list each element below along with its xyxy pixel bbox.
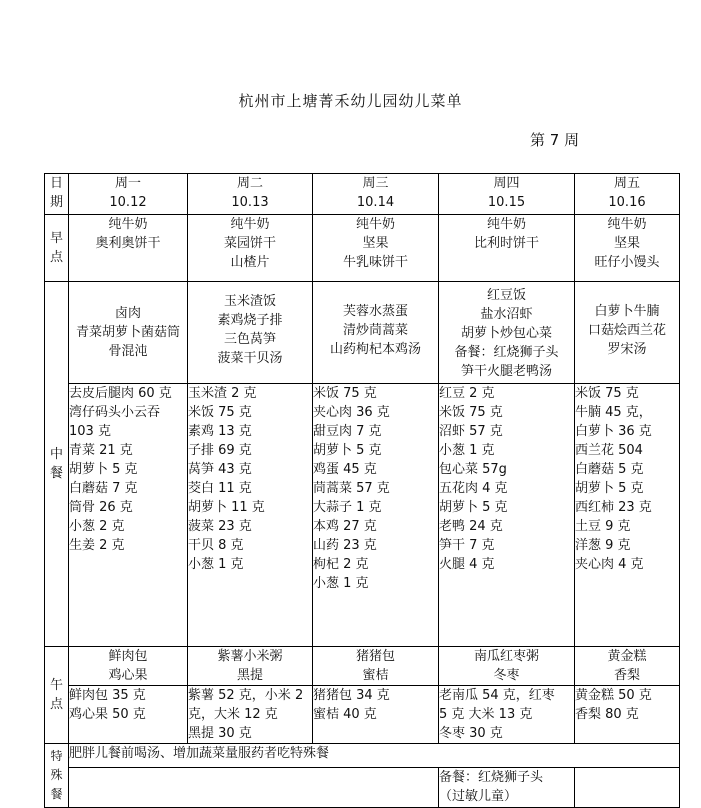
- lunch-ingredient: 茼蒿菜 57 克: [313, 481, 390, 496]
- snack-ingredients-row: [45, 686, 680, 744]
- snack-dish: 黄金糕: [607, 649, 647, 664]
- lunch-ingredient: 火腿 4 克: [439, 557, 495, 572]
- breakfast-cell: [575, 215, 680, 282]
- lunch-dish: 备餐：红烧狮子头: [454, 345, 559, 360]
- lunch-dish: 山药枸杞本鸡汤: [329, 342, 421, 357]
- breakfast-item: 纯牛奶: [607, 217, 647, 232]
- day-header-mon: 周一 10.12: [69, 174, 188, 215]
- lunch-ingredient: 胡萝卜 11 克: [188, 500, 265, 515]
- breakfast-item: 比利时饼干: [473, 236, 539, 251]
- breakfast-cell: [439, 215, 575, 282]
- lunch-ingredient: 胡萝卜 5 克: [69, 462, 138, 477]
- lunch-ingredient: 五花肉 4 克: [439, 481, 508, 496]
- breakfast-cell: [188, 215, 313, 282]
- lunch-ingredient: 牛腩 45 克，: [575, 405, 652, 420]
- lunch-ingredient: 小葱 1 克: [188, 557, 244, 572]
- lunch-ingredient: 夹心肉 4 克: [575, 557, 644, 572]
- snack-ingredients-cell: [69, 686, 188, 744]
- lunch-ingredient: 小葱 1 克: [313, 576, 369, 591]
- snack-dish: 香梨: [613, 668, 640, 683]
- snack-dish-cell: [439, 647, 575, 686]
- lunch-dish-cell: [69, 282, 188, 384]
- special-alt-row: [45, 768, 680, 808]
- date-row: [45, 174, 680, 215]
- lunch-ingredients-cell: [188, 384, 313, 647]
- breakfast-item: 纯牛奶: [108, 217, 148, 232]
- lunch-dish-cell: [575, 282, 680, 384]
- snack-dish: 冬枣: [493, 668, 520, 683]
- lunch-ingredient: 米饭 75 克: [575, 386, 639, 401]
- special-note: 肥胖儿餐前喝汤、增加蔬菜量服药者吃特殊餐: [69, 744, 680, 768]
- lunch-ingredients-cell: [69, 384, 188, 647]
- snack-dish: 黑提: [236, 668, 263, 683]
- breakfast-row: [45, 215, 680, 282]
- lunch-ingredient: 沼虾 57 克: [439, 424, 503, 439]
- lunch-ingredient: 筒骨 26 克: [69, 500, 133, 515]
- lunch-dish: 盐水沼虾: [480, 307, 533, 322]
- lunch-dish: 口菇烩西兰花: [587, 323, 666, 338]
- lunch-ingredient: 玉米渣 2 克: [188, 386, 257, 401]
- snack-ingredient: 黑提 30 克: [188, 726, 252, 741]
- lunch-ingredient: 白蘑菇 7 克: [69, 481, 138, 496]
- snack-dish-cell: [188, 647, 313, 686]
- lunch-ingredient: 茭白 11 克: [188, 481, 252, 496]
- lunch-ingredient: 洋葱 9 克: [575, 538, 631, 553]
- lunch-ingredient: 米饭 75 克: [439, 405, 503, 420]
- lunch-dish: 红豆饭: [486, 288, 526, 303]
- lunch-ingredient: 土豆 9 克: [575, 519, 631, 534]
- lunch-ingredient: 甜豆肉 7 克: [313, 424, 382, 439]
- breakfast-item: 坚果: [613, 236, 640, 251]
- snack-ingredient: 紫薯 52 克，小米 2: [188, 688, 304, 703]
- lunch-ingredient: 子排 69 克: [188, 443, 252, 458]
- breakfast-item: 牛乳味饼干: [342, 255, 408, 270]
- menu-title: 杭州市上塘菁禾幼儿园幼儿菜单: [238, 92, 463, 110]
- lunch-ingredient: 湾仔码头小云吞: [69, 405, 161, 420]
- breakfast-item: 纯牛奶: [355, 217, 395, 232]
- lunch-ingredient: 西兰花 504: [575, 443, 643, 458]
- snack-dish: 南瓜红枣粥: [473, 649, 539, 664]
- special-blank-cell: [575, 768, 680, 808]
- lunch-ingredient: 山药 23 克: [313, 538, 377, 553]
- snack-dish: 蜜桔: [362, 668, 389, 683]
- lunch-dish: 玉米渣饭: [223, 294, 276, 309]
- lunch-dish-cell: [313, 282, 439, 384]
- special-note-row: [45, 744, 680, 768]
- lunch-dish: 菠菜干贝汤: [217, 351, 283, 366]
- lunch-dish: 三色莴笋: [223, 332, 276, 347]
- week-number: 第 7 周: [530, 131, 580, 149]
- breakfast-cell: [313, 215, 439, 282]
- lunch-ingredient: 莴笋 43 克: [188, 462, 252, 477]
- snack-dishes-row: [45, 647, 680, 686]
- lunch-dish: 胡萝卜炒包心菜: [460, 326, 552, 341]
- breakfast-item: 奥利奥饼干: [95, 236, 161, 251]
- snack-ingredient: 鲜肉包 35 克: [69, 688, 146, 703]
- lunch-ingredient: 包心菜 57g: [439, 462, 507, 477]
- snack-dish: 鲜肉包: [108, 649, 148, 664]
- lunch-dish: 卤肉: [114, 306, 141, 321]
- snack-dish-cell: [313, 647, 439, 686]
- snack-ingredient: 鸡心果 50 克: [69, 707, 146, 722]
- lunch-ingredient: 菠菜 23 克: [188, 519, 252, 534]
- snack-ingredient: 5 克 大米 13 克: [439, 707, 533, 722]
- lunch-ingredient: 小葱 2 克: [69, 519, 125, 534]
- lunch-dish: 白萝卜牛腩: [594, 304, 660, 319]
- snack-ingredients-cell: [313, 686, 439, 744]
- snack-dish: 鸡心果: [108, 668, 148, 683]
- day-header-tue: 周二 10.13: [188, 174, 313, 215]
- lunch-ingredient: 红豆 2 克: [439, 386, 495, 401]
- lunch-ingredient: 生姜 2 克: [69, 538, 125, 553]
- lunch-ingredients-cell: [575, 384, 680, 647]
- lunch-ingredient: 老鸭 24 克: [439, 519, 503, 534]
- breakfast-cell: [69, 215, 188, 282]
- breakfast-item: 坚果: [362, 236, 389, 251]
- snack-ingredient: 香梨 80 克: [575, 707, 639, 722]
- snack-ingredient: 克，大米 12 克: [188, 707, 278, 722]
- breakfast-item: 菜园饼干: [223, 236, 276, 251]
- lunch-ingredient: 青菜 21 克: [69, 443, 133, 458]
- snack-ingredient: 猪猪包 34 克: [313, 688, 390, 703]
- lunch-label: 中 餐: [45, 282, 69, 647]
- lunch-ingredient: 枸杞 2 克: [313, 557, 369, 572]
- lunch-ingredients-row: [45, 384, 680, 647]
- breakfast-item: 山楂片: [230, 255, 270, 270]
- day-header-thu: 周四 10.15: [439, 174, 575, 215]
- lunch-dish: 芙蓉水蒸蛋: [342, 304, 408, 319]
- lunch-dishes-row: [45, 282, 680, 384]
- lunch-ingredient: 大蒜子 1 克: [313, 500, 382, 515]
- day-header-fri: 周五 10.16: [575, 174, 680, 215]
- menu-table: [44, 173, 680, 808]
- snack-ingredient: 老南瓜 54 克，红枣: [439, 688, 555, 703]
- snack-ingredient: 黄金糕 50 克: [575, 688, 652, 703]
- lunch-ingredient: 胡萝卜 5 克: [575, 481, 644, 496]
- special-label: 特 殊 餐: [45, 744, 69, 808]
- special-alt-meal: 备餐：红烧狮子头 （过敏儿童）: [439, 768, 575, 808]
- snack-ingredients-cell: [575, 686, 680, 744]
- snack-ingredients-cell: [188, 686, 313, 744]
- lunch-ingredient: 夹心肉 36 克: [313, 405, 390, 420]
- lunch-ingredient: 素鸡 13 克: [188, 424, 252, 439]
- lunch-ingredient: 西红柿 23 克: [575, 500, 652, 515]
- breakfast-item: 旺仔小馒头: [594, 255, 660, 270]
- lunch-ingredient: 干贝 8 克: [188, 538, 244, 553]
- breakfast-item: 纯牛奶: [486, 217, 526, 232]
- date-label: 日 期: [45, 174, 69, 215]
- lunch-ingredient: 去皮后腿肉 60 克: [69, 386, 172, 401]
- lunch-ingredients-cell: [313, 384, 439, 647]
- special-blank-cell: [69, 768, 439, 808]
- snack-dish: 紫薯小米粥: [217, 649, 283, 664]
- lunch-ingredient: 小葱 1 克: [439, 443, 495, 458]
- snack-dish: 猪猪包: [355, 649, 395, 664]
- snack-label: 午 点: [45, 647, 69, 744]
- breakfast-label: 早 点: [45, 215, 69, 282]
- lunch-dish: 骨混沌: [108, 344, 148, 359]
- lunch-ingredient: 白蘑菇 5 克: [575, 462, 644, 477]
- lunch-dish-cell: [439, 282, 575, 384]
- lunch-dish: 罗宋汤: [607, 342, 647, 357]
- lunch-ingredient: 鸡蛋 45 克: [313, 462, 377, 477]
- breakfast-item: 纯牛奶: [230, 217, 270, 232]
- lunch-ingredient: 米饭 75 克: [313, 386, 377, 401]
- lunch-dish: 青菜胡萝卜菌菇筒: [75, 325, 180, 340]
- lunch-dish-cell: [188, 282, 313, 384]
- snack-ingredient: 冬枣 30 克: [439, 726, 503, 741]
- lunch-dish: 笋干火腿老鸭汤: [460, 364, 552, 379]
- lunch-ingredient: 胡萝卜 5 克: [439, 500, 508, 515]
- day-header-wed: 周三 10.14: [313, 174, 439, 215]
- snack-dish-cell: [575, 647, 680, 686]
- snack-ingredients-cell: [439, 686, 575, 744]
- lunch-ingredient: 白萝卜 36 克: [575, 424, 652, 439]
- lunch-ingredients-cell: [439, 384, 575, 647]
- snack-ingredient: 蜜桔 40 克: [313, 707, 377, 722]
- lunch-ingredient: 笋干 7 克: [439, 538, 495, 553]
- lunch-ingredient: 本鸡 27 克: [313, 519, 377, 534]
- lunch-ingredient: 胡萝卜 5 克: [313, 443, 382, 458]
- lunch-dish: 清炒茼蒿菜: [342, 323, 408, 338]
- lunch-dish: 素鸡烧子排: [217, 313, 283, 328]
- snack-dish-cell: [69, 647, 188, 686]
- lunch-ingredient: 103 克: [69, 424, 111, 439]
- lunch-ingredient: 米饭 75 克: [188, 405, 252, 420]
